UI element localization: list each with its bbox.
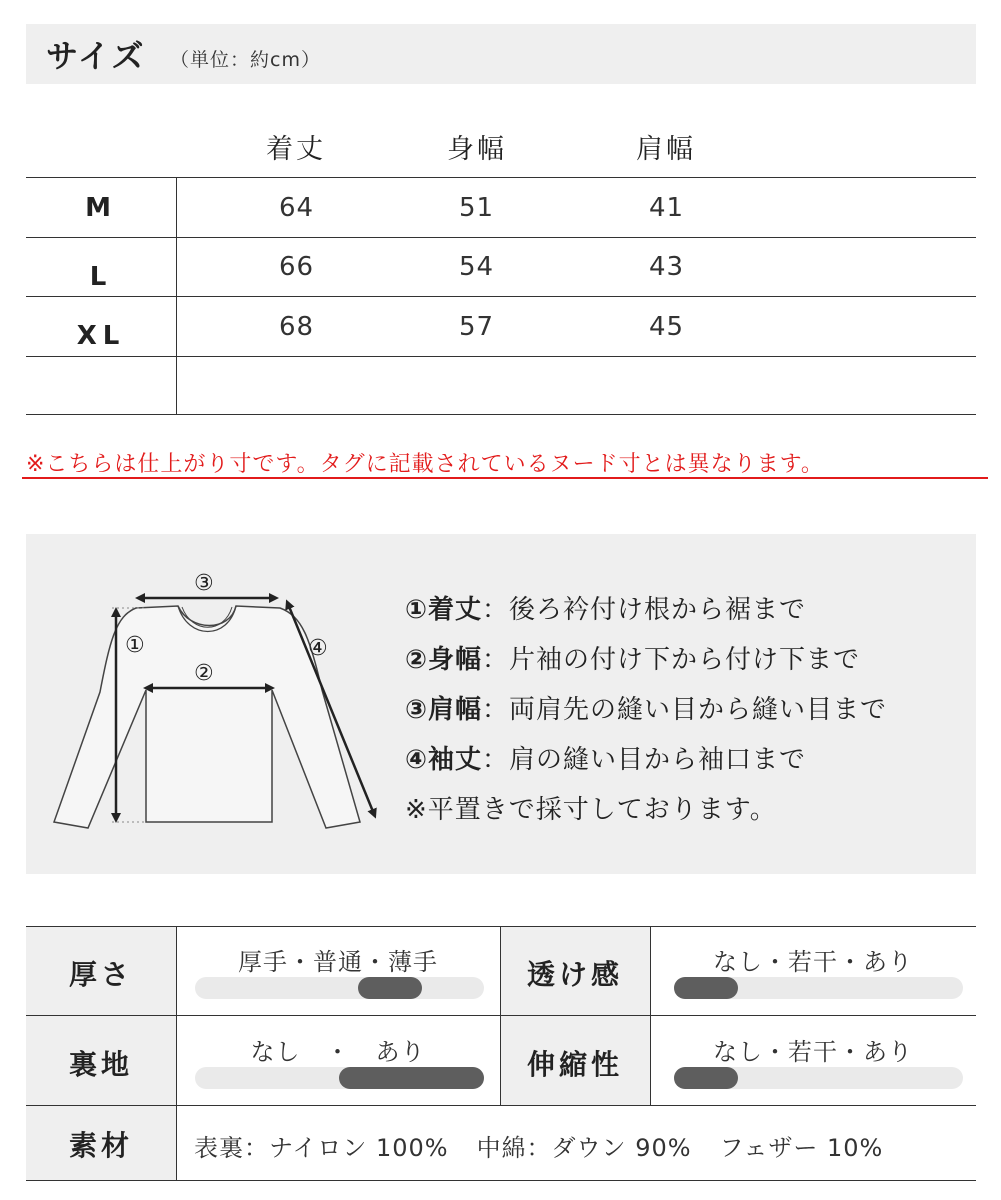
legend-width-desc: ：片袖の付け下から付け下まで xyxy=(482,645,861,675)
thickness-scale: 厚手・普通・薄手 xyxy=(238,948,438,976)
garment-diagram xyxy=(40,560,390,840)
stretch-scale: なし・若干・あり xyxy=(713,1038,913,1066)
column-header-width: 身幅 xyxy=(447,134,507,165)
legend-width xyxy=(405,639,860,676)
table-vertical-divider xyxy=(176,177,177,415)
legend-sleeve-desc: ：肩の縫い目から袖口まで xyxy=(482,745,807,775)
column-header-shoulder: 肩幅 xyxy=(636,134,696,165)
thickness-track xyxy=(195,977,484,999)
legend-sleeve xyxy=(405,739,806,776)
table-divider xyxy=(26,356,976,357)
prop-divider xyxy=(26,1180,976,1181)
marker-length: ① xyxy=(125,633,145,658)
marker-shoulder: ③ xyxy=(194,571,214,596)
cell-l-shoulder: 43 xyxy=(649,252,685,282)
material-composition xyxy=(194,1128,883,1163)
prop-divider xyxy=(26,1105,976,1106)
table-divider xyxy=(26,414,976,415)
prop-divider xyxy=(26,926,976,927)
legend-shoulder-key: ③肩幅 xyxy=(405,695,483,725)
legend-length-key: ①着丈 xyxy=(405,595,483,625)
legend-footnote: ※平置きで採寸しております。 xyxy=(405,795,777,825)
size-header-bar xyxy=(26,24,976,84)
legend-width-key: ②身幅 xyxy=(405,645,483,675)
material-item-feather: フェザー 10% xyxy=(719,1134,884,1162)
row-label-m: M xyxy=(85,193,117,223)
lining-indicator xyxy=(339,1067,484,1089)
material-item-down: 中綿：ダウン 90% xyxy=(476,1134,692,1162)
cell-m-width: 51 xyxy=(459,193,495,223)
size-note: ※こちらは仕上がり寸です。タグに記載されているヌード寸とは異なります。 xyxy=(26,452,824,477)
legend-length-desc: ：後ろ衿付け根から裾まで xyxy=(482,595,807,625)
marker-width: ② xyxy=(194,661,214,686)
cell-xl-length: 68 xyxy=(279,312,315,342)
cell-l-length: 66 xyxy=(279,252,315,282)
size-unit: （単位：約cm） xyxy=(170,49,321,71)
cell-m-shoulder: 41 xyxy=(649,193,685,223)
legend-shoulder-desc: ：両肩先の縫い目から縫い目まで xyxy=(482,695,888,725)
cell-xl-width: 57 xyxy=(459,312,495,342)
sheerness-scale: なし・若干・あり xyxy=(713,948,913,976)
cell-xl-shoulder: 45 xyxy=(649,312,685,342)
sheerness-indicator xyxy=(674,977,738,999)
table-divider xyxy=(26,237,976,238)
row-label-xl: XL xyxy=(76,321,126,351)
stretch-indicator xyxy=(674,1067,738,1089)
material-item-shell: 表裏：ナイロン 100% xyxy=(194,1134,449,1162)
sheerness-label: 透け感 xyxy=(526,958,623,991)
stretch-track xyxy=(674,1067,963,1089)
sheerness-track xyxy=(674,977,963,999)
table-divider xyxy=(26,296,976,297)
cell-m-length: 64 xyxy=(279,193,315,223)
thickness-label: 厚さ xyxy=(68,958,133,991)
lining-label: 裏地 xyxy=(68,1048,133,1081)
column-header-length: 着丈 xyxy=(266,134,326,165)
marker-sleeve: ④ xyxy=(308,636,328,661)
stretch-label: 伸縮性 xyxy=(526,1048,623,1081)
row-label-l: L xyxy=(89,262,113,292)
table-divider xyxy=(26,177,976,178)
prop-divider xyxy=(26,1015,976,1016)
lining-scale: なし ・ あり xyxy=(250,1038,426,1066)
legend-shoulder xyxy=(405,689,887,726)
legend-sleeve-key: ④袖丈 xyxy=(405,745,483,775)
thickness-indicator xyxy=(358,977,422,999)
legend-length xyxy=(405,589,806,626)
lining-track xyxy=(195,1067,484,1089)
size-title: サイズ xyxy=(46,37,146,75)
cell-l-width: 54 xyxy=(459,252,495,282)
note-underline xyxy=(22,477,988,479)
material-label: 素材 xyxy=(68,1129,133,1162)
